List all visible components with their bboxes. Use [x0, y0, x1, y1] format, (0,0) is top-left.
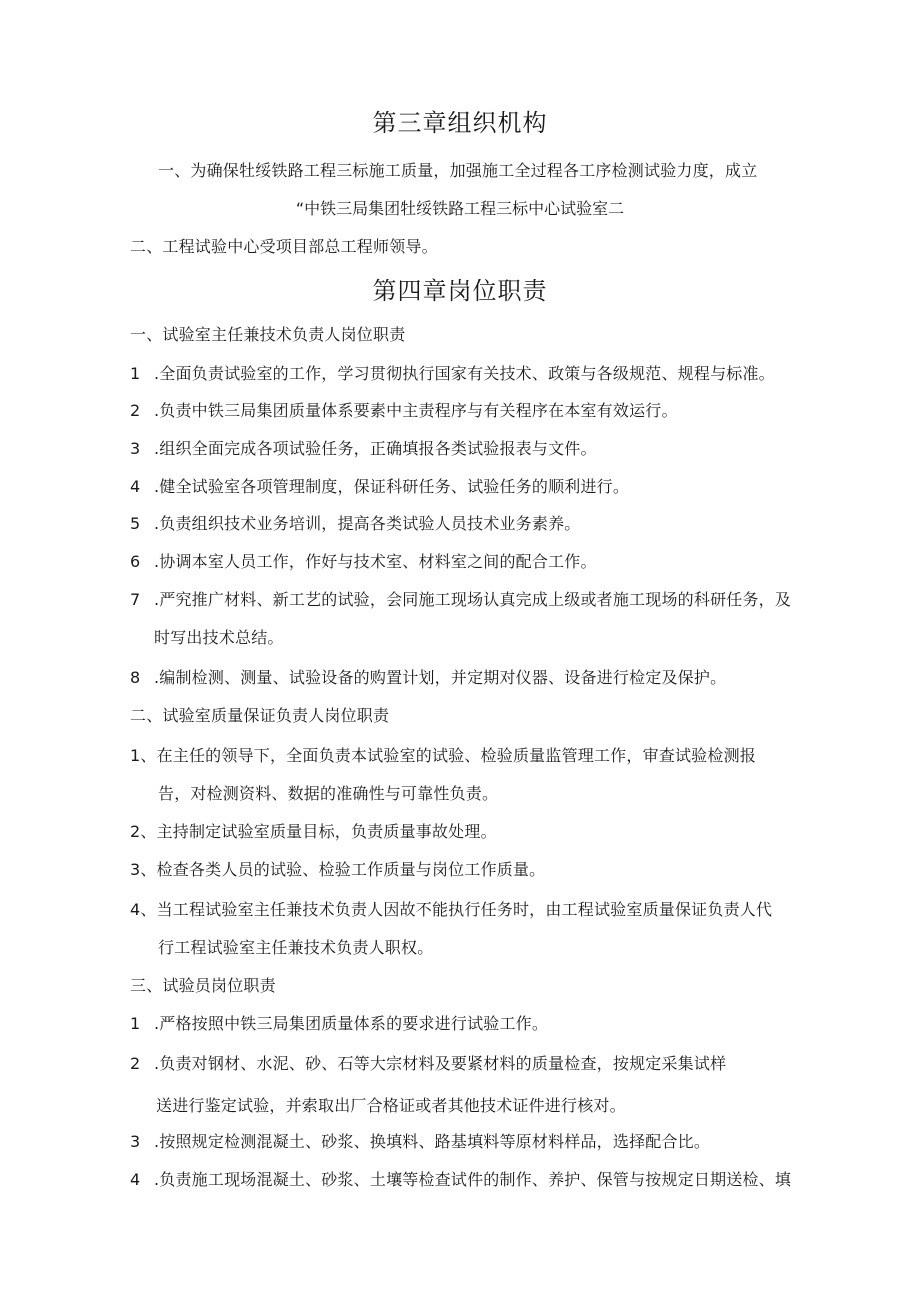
item-text: .负责施工现场混凝土、砂浆、土壤等检查试件的制作、养护、保管与按规定日期送检、填: [154, 1170, 792, 1189]
item-number: 3: [130, 439, 141, 458]
list-item: [130, 1053, 726, 1075]
item-text: .严究推广材料、新工艺的试验，会同施工现场认真完成上级或者施工现场的科研任务，及: [154, 590, 792, 609]
item-number: 6: [130, 552, 141, 571]
chapter3-paragraph-2: 二、工程试验中心受项目部总工程师领导。: [130, 237, 438, 256]
list-item: [130, 1169, 791, 1191]
list-item: 4、当工程试验室主任兼技术负责人因故不能执行任务时，由工程试验室质量保证负责人代: [130, 900, 773, 919]
list-item: 2、主持制定试验室质量目标，负责质量事故处理。: [130, 822, 497, 841]
list-item-continuation: 行工程试验室主任兼技术负责人职权。: [158, 938, 434, 957]
list-item: [130, 363, 775, 385]
section3-heading: 三、试验员岗位职责: [130, 976, 276, 995]
item-text: .按照规定检测混凝土、砂浆、换填料、路基填料等原材料样品，选择配合比。: [154, 1132, 711, 1151]
list-item: [130, 1131, 710, 1153]
item-number: 2: [130, 401, 141, 420]
item-number: 2: [130, 1054, 141, 1073]
list-item: [130, 551, 597, 573]
list-item-continuation: 时写出技术总结。: [154, 628, 284, 647]
list-item: [130, 667, 726, 689]
list-item: [130, 1013, 548, 1035]
list-item-continuation: 告，对检测资料、数据的准确性与可靠性负责。: [158, 784, 499, 803]
chapter4-title: 第四章岗位职责: [372, 277, 548, 305]
chapter3-paragraph-1-cont: “中铁三局集团牡绥铁路工程三标中心试验室二: [295, 199, 625, 218]
list-item: [130, 400, 678, 422]
section2-heading: 二、试验室质量保证负责人岗位职责: [130, 706, 390, 725]
list-item: [130, 589, 791, 611]
item-number: 5: [130, 514, 141, 533]
item-number: 1: [130, 364, 141, 383]
item-text: .协调本室人员工作，作好与技术室、材料室之间的配合工作。: [154, 552, 597, 571]
item-text: .健全试验室各项管理制度，保证科研任务、试验任务的顺利进行。: [154, 477, 630, 496]
item-text: .严格按照中铁三局集团质量体系的要求进行试验工作。: [154, 1014, 549, 1033]
item-number: 7: [130, 590, 141, 609]
list-item: [130, 476, 629, 498]
item-text: .编制检测、测量、试验设备的购置计划，并定期对仪器、设备进行检定及保护。: [154, 668, 727, 687]
item-text: .负责组织技术业务培训，提高各类试验人员技术业务素养。: [154, 514, 581, 533]
list-item: 3、检查各类人员的试验、检验工作质量与岗位工作质量。: [130, 860, 546, 879]
item-number: 4: [130, 477, 141, 496]
list-item-continuation: 送进行鉴定试验，并索取出厂合格证或者其他技术证件进行核对。: [156, 1096, 626, 1115]
item-number: 1: [130, 1014, 141, 1033]
chapter3-title: 第三章组织机构: [372, 109, 548, 137]
section1-heading: 一、试验室主任兼技术负责人岗位职责: [130, 325, 406, 344]
list-item: [130, 438, 597, 460]
list-item: [130, 513, 581, 535]
item-number: 3: [130, 1132, 141, 1151]
item-number: 4: [130, 1170, 141, 1189]
item-text: .全面负责试验室的工作，学习贯彻执行国家有关技术、政策与各级规范、规程与标准。: [154, 364, 775, 383]
chapter3-paragraph-1: 一、为确保牡绥铁路工程三标施工质量，加强施工全过程各工序检测试验力度，成立: [158, 161, 758, 180]
item-text: .组织全面完成各项试验任务，正确填报各类试验报表与文件。: [154, 439, 597, 458]
item-number: 8: [130, 668, 141, 687]
item-text: .负责中铁三局集团质量体系要素中主责程序与有关程序在本室有效运行。: [154, 401, 678, 420]
list-item: 1、在主任的领导下，全面负责本试验室的试验、检验质量监管理工作，审查试验检测报: [130, 746, 756, 765]
item-text: .负责对钢材、水泥、砂、石等大宗材料及要紧材料的质量检查，按规定采集试样: [154, 1054, 727, 1073]
